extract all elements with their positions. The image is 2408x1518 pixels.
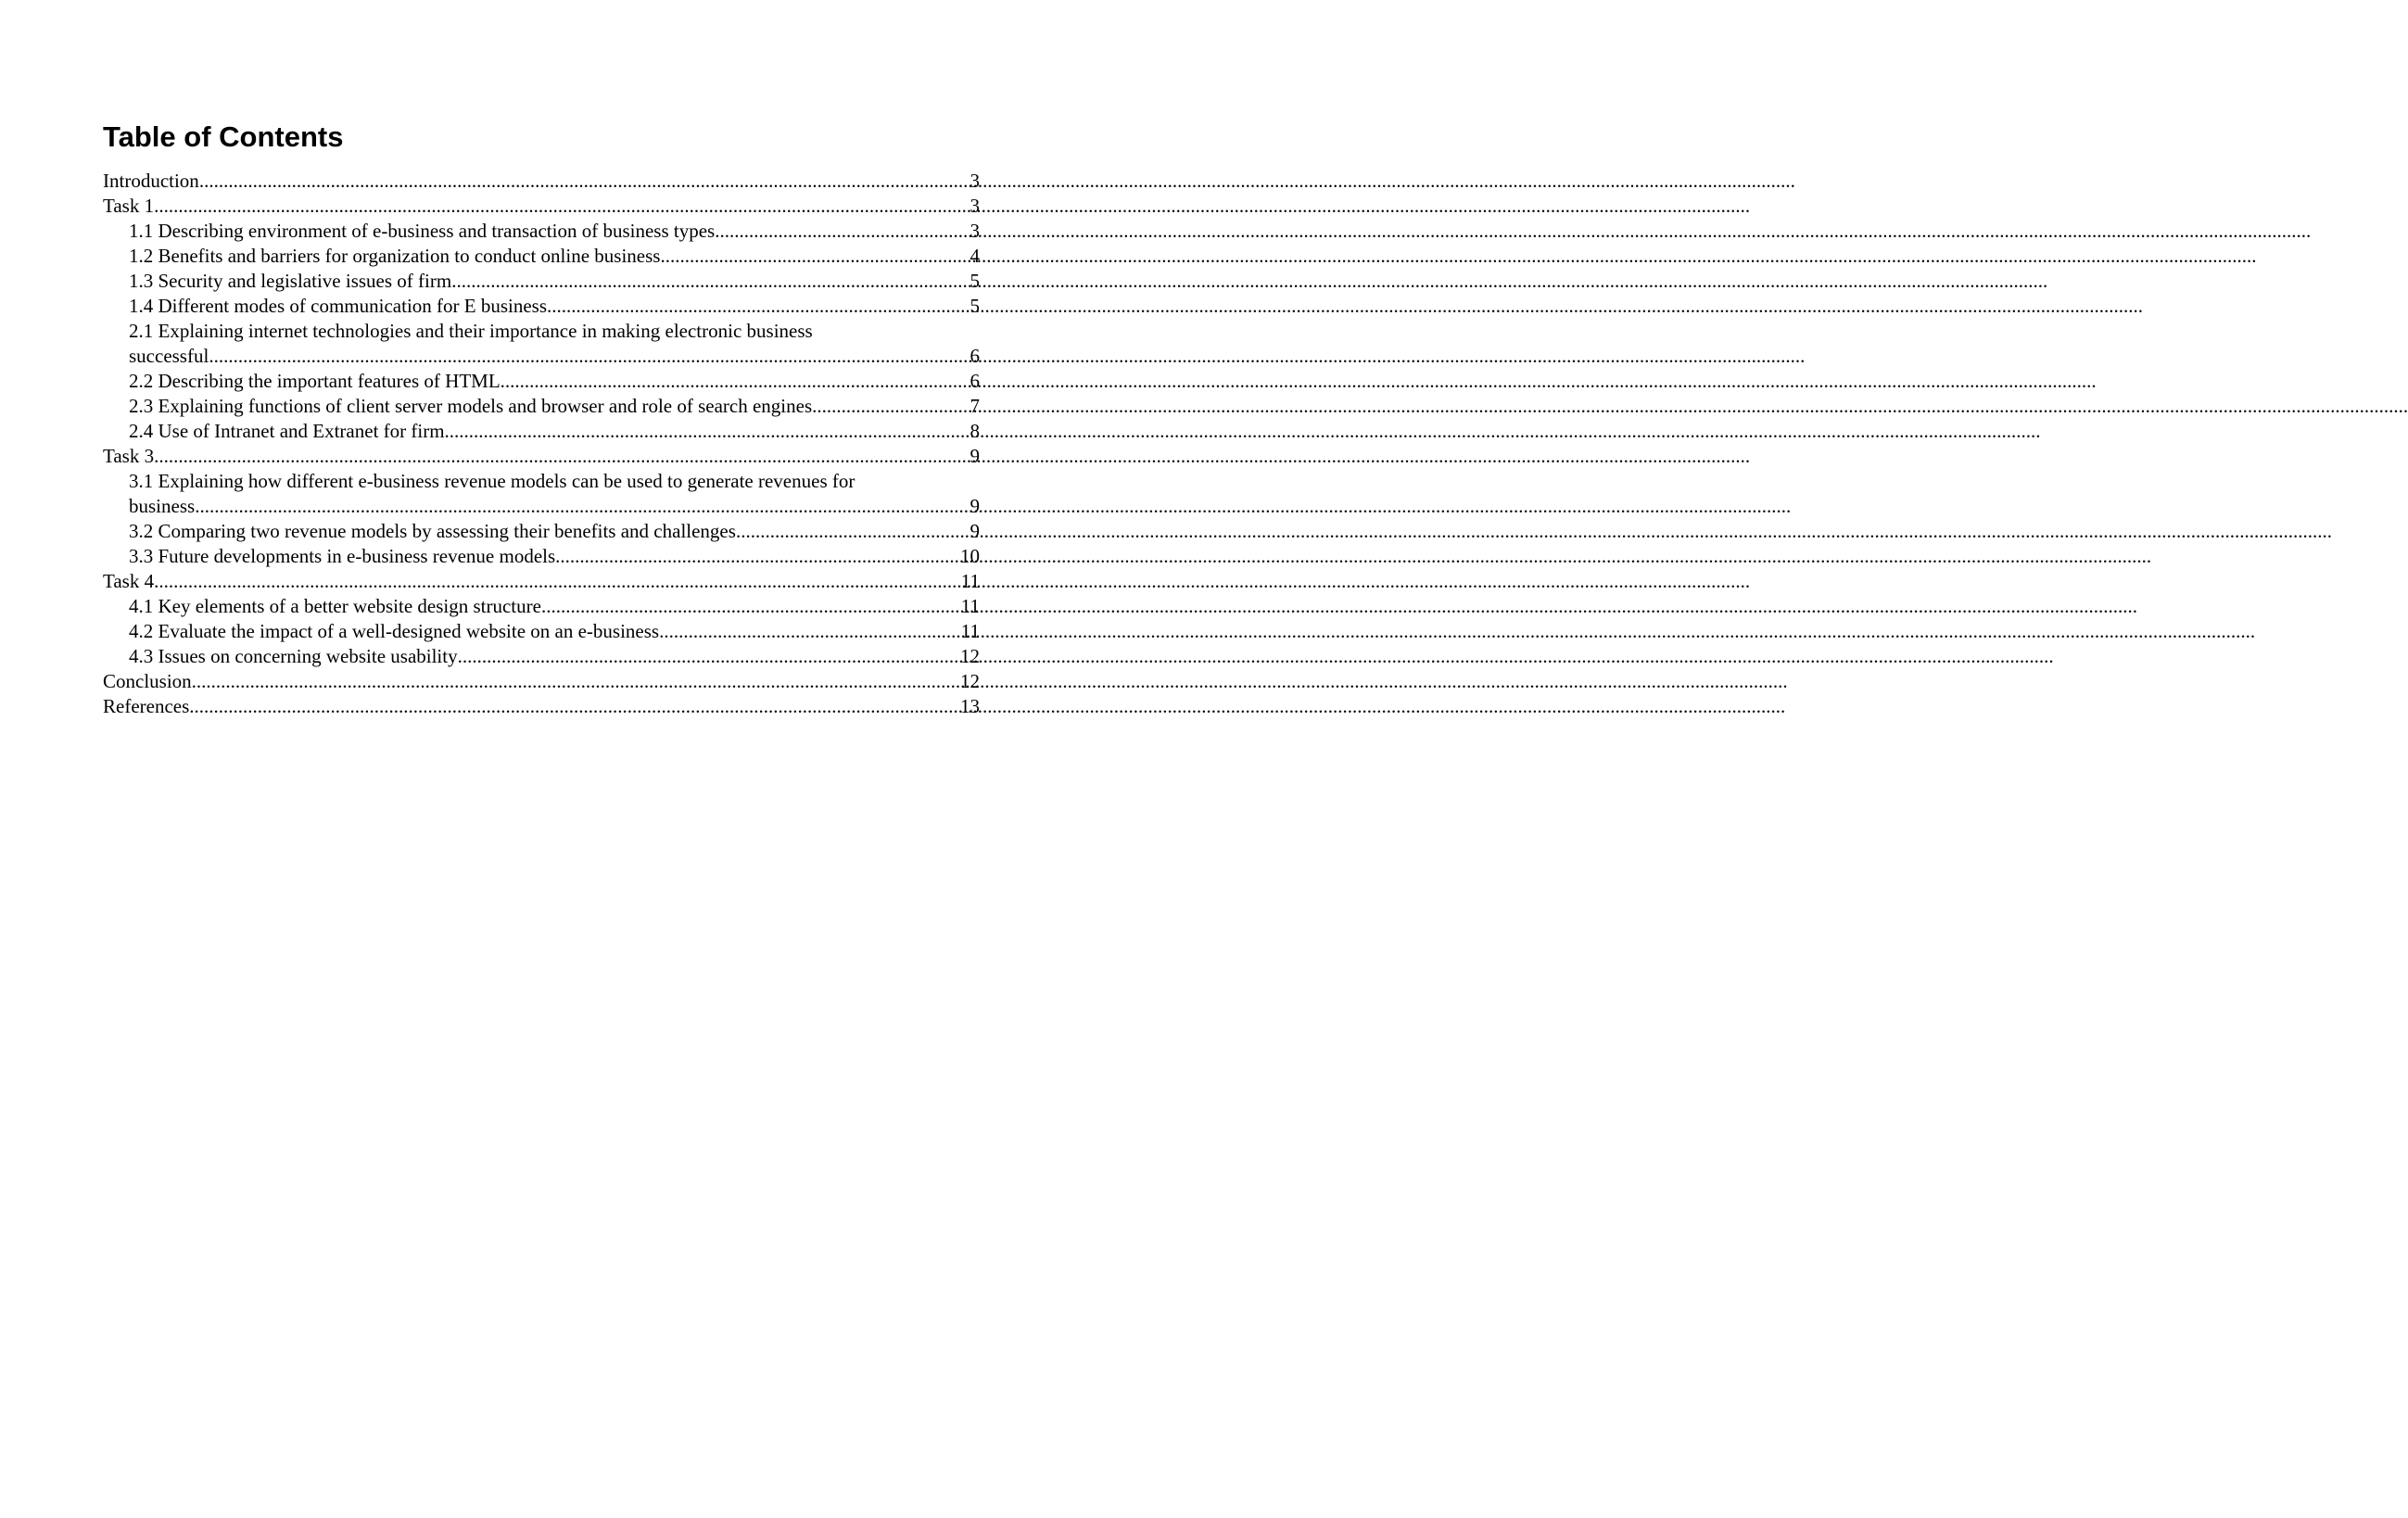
toc-entry-2-4[interactable] [103,419,980,444]
toc-page-number: 3 [970,170,980,192]
toc-leader-dots [736,519,970,544]
toc-page-number: 5 [970,295,980,317]
toc-leader-dots [189,694,960,719]
toc-page-number: 3 [970,220,980,242]
toc-leader-dots [154,194,970,219]
toc-entry-task-1[interactable] [103,194,980,219]
table-of-contents [103,169,980,719]
toc-leader-dots [555,544,960,569]
toc-page-number: 6 [970,345,980,367]
toc-entry-text: 4.3 Issues on concerning website usability [129,645,458,667]
toc-entry-text: 3.3 Future developments in e-business revenue models [129,545,556,567]
toc-entry-text: 1.4 Different modes of communication for E business [129,295,548,317]
document-page [0,0,1073,1518]
toc-entry-text: 1.2 Benefits and barriers for organization to conduct online business [129,245,661,267]
toc-entry-2-3[interactable] [103,394,980,419]
toc-leader-dots [154,569,961,594]
toc-entry-text: 4.2 Evaluate the impact of a well-designed website on an e-business [129,620,660,642]
toc-entry-text: 4.1 Key elements of a better website design structure [129,595,541,617]
toc-leader-dots [192,669,960,694]
toc-page-number: 8 [970,420,980,442]
toc-entry-2-2[interactable] [103,369,980,394]
toc-entry-text: 2.3 Explaining functions of client server models and browser and role of search engines [129,395,813,417]
toc-leader-dots [541,594,961,619]
toc-entry-task-3[interactable] [103,444,980,469]
toc-leader-dots [458,644,960,669]
toc-page-number: 12 [960,670,980,692]
toc-entry-4-2[interactable] [103,619,980,644]
toc-entry-text: 3.2 Comparing two revenue models by assessing their benefits and challenges [129,520,736,542]
toc-leader-dots [199,169,970,194]
toc-entry-text: 2.4 Use of Intranet and Extranet for firm [129,420,445,442]
toc-entry-text: References [103,695,190,717]
toc-entry-conclusion[interactable] [103,669,980,694]
toc-entry-3-1[interactable] [103,469,980,519]
toc-leader-dots [195,494,970,519]
toc-leader-dots [660,244,970,269]
toc-entry-4-3[interactable] [103,644,980,669]
toc-entry-text: Task 3 [103,445,155,467]
toc-entry-text: Introduction [103,170,199,192]
toc-entry-introduction[interactable] [103,169,980,194]
toc-page-number: 4 [970,245,980,267]
page-title: Table of Contents [103,120,344,153]
toc-entry-1-1[interactable] [103,219,980,244]
toc-entry-text: Task 4 [103,570,155,592]
toc-entry-line-2 [129,494,980,519]
toc-entry-text: 2.2 Describing the important features of HTML [129,370,501,392]
toc-page-number: 10 [960,545,980,567]
toc-entry-text: 1.3 Security and legislative issues of firm [129,270,452,292]
toc-leader-dots [451,269,970,294]
toc-page-number: 5 [970,270,980,292]
toc-leader-dots [547,294,970,319]
toc-leader-dots [154,444,970,469]
toc-entry-2-1[interactable] [103,319,980,369]
toc-page-number: 9 [970,495,980,517]
toc-entry-3-2[interactable] [103,519,980,544]
toc-entry-1-2[interactable] [103,244,980,269]
toc-entry-1-3[interactable] [103,269,980,294]
toc-entry-references[interactable] [103,694,980,719]
toc-page-number: 11 [960,595,980,617]
toc-page-number: 7 [970,395,980,417]
toc-leader-dots [501,369,970,394]
toc-leader-dots [445,419,970,444]
toc-page-number: 6 [970,370,980,392]
toc-page-number: 13 [960,695,980,717]
toc-page-number: 3 [970,195,980,217]
toc-leader-dots [715,219,970,244]
toc-entry-text: 1.1 Describing environment of e-business and transaction of business types [129,220,716,242]
toc-entry-3-3[interactable] [103,544,980,569]
toc-leader-dots [209,344,970,369]
toc-entry-text: Task 1 [103,195,155,217]
toc-leader-dots [812,394,970,419]
toc-page-number: 12 [960,645,980,667]
toc-entry-text: Conclusion [103,670,192,692]
toc-entry-line-2 [129,344,980,369]
toc-page-number: 11 [960,620,980,642]
toc-entry-task-4[interactable] [103,569,980,594]
toc-entry-text-line-2: successful [129,345,209,367]
toc-page-number: 11 [960,570,980,592]
toc-entry-1-4[interactable] [103,294,980,319]
toc-entry-text-line-2: business [129,495,196,517]
toc-leader-dots [659,619,961,644]
toc-entry-text-line-1: 3.1 Explaining how different e-business revenue models can be used to generate revenues for [129,470,855,492]
toc-entry-4-1[interactable] [103,594,980,619]
toc-entry-text-line-1: 2.1 Explaining internet technologies and their importance in making electronic business [129,320,813,342]
toc-page-number: 9 [970,445,980,467]
toc-page-number: 9 [970,520,980,542]
